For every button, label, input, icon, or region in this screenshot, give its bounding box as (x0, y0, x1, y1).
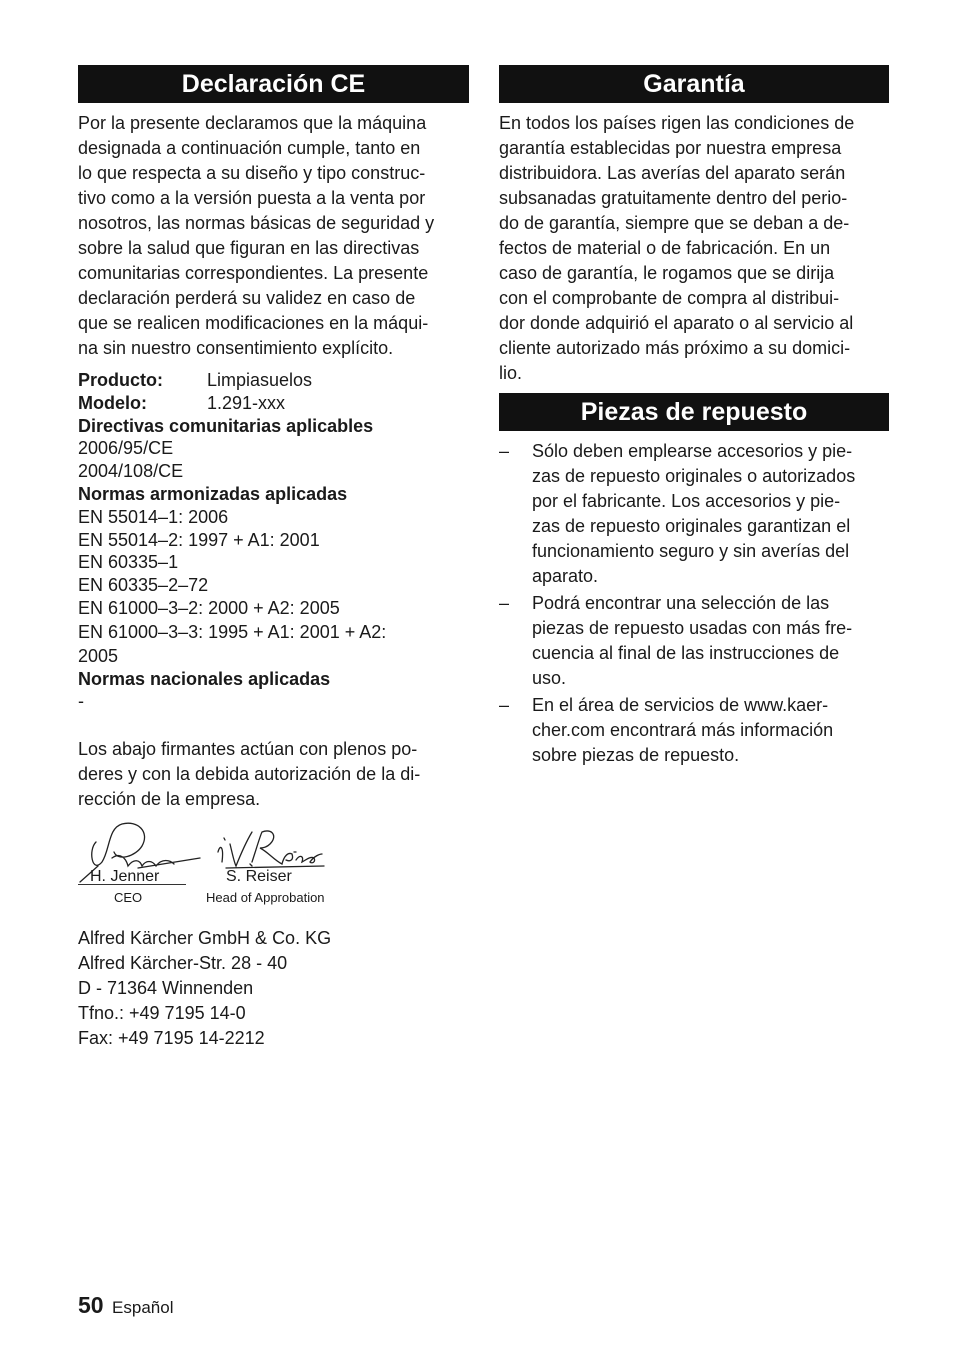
list-item-line: funcionamiento seguro y sin averías del (532, 541, 850, 561)
spares-list (499, 439, 889, 768)
address-line: D - 71364 Winnenden (78, 978, 254, 999)
warranty-line: fectos de material o de fabricación. En un (499, 238, 831, 258)
ce-intro-line: sobre la salud que figuran en las directivas (78, 238, 420, 258)
ce-spec-block (78, 369, 469, 713)
list-item-line: zas de repuesto originales garantizan el (532, 516, 851, 536)
directive-item: 2006/95/CE (78, 438, 174, 459)
signer2-name: S. Reiser (226, 868, 292, 886)
warranty-line: garantía establecidas por nuestra empresa (499, 138, 842, 158)
ce-intro-line: tivo como a la versión puesta a la venta por (78, 188, 426, 208)
ce-intro-line: nosotros, las normas básicas de seguridad y (78, 213, 435, 233)
list-item (499, 591, 889, 691)
warranty-line: cliente autorizado más próximo a su domici- (499, 338, 851, 358)
list-item-line: piezas de repuesto usadas con más fre- (532, 618, 853, 638)
ce-intro-text (78, 111, 469, 361)
model-value: 1.291-xxx (207, 392, 286, 413)
ce-intro-line: lo que respecta a su diseño y tipo construc- (78, 163, 426, 183)
signer2-title: Head of Approbation (206, 890, 325, 906)
signers-line: rección de la empresa. (78, 789, 261, 810)
harmonized-item: EN 60335–2–72 (78, 575, 209, 596)
harmonized-item-cont: 2005 (78, 645, 119, 666)
page-number: 50 (78, 1292, 104, 1318)
directives-title: Directivas comunitarias aplicables (78, 415, 374, 436)
list-item-line: En el área de servicios de www.kaer- (532, 695, 829, 715)
page-footer (78, 1292, 173, 1319)
dash-bullet: – (499, 695, 510, 715)
ce-declaration-heading: Declaración CE (78, 65, 469, 103)
signer1-title: CEO (114, 890, 143, 906)
list-item-line: sobre piezas de repuesto. (532, 745, 740, 765)
spares-heading: Piezas de repuesto (499, 393, 889, 431)
list-item-line: cuencia al final de las instrucciones de (532, 643, 840, 663)
dash-bullet: – (499, 593, 510, 613)
signers-line: Los abajo firmantes actúan con plenos po- (78, 739, 418, 760)
address-line: Alfred Kärcher-Str. 28 - 40 (78, 953, 288, 974)
harmonized-item: EN 61000–3–2: 2000 + A2: 2005 (78, 597, 340, 618)
harmonized-item: EN 55014–1: 2006 (78, 506, 229, 527)
signature-block (78, 822, 469, 926)
ce-intro-line: designada a continuación cumple, tanto en (78, 138, 421, 158)
address-line: Fax: +49 7195 14-2212 (78, 1028, 265, 1049)
right-column (499, 65, 889, 770)
list-item-line: Podrá encontrar una selección de las (532, 593, 830, 613)
signer1-name: H. Jenner (90, 868, 160, 886)
warranty-line: distribuidora. Las averías del aparato serán (499, 163, 846, 183)
directive-item: 2004/108/CE (78, 461, 184, 482)
ce-intro-line: comunitarias correspondientes. La presente (78, 263, 429, 283)
list-item-line: por el fabricante. Los accesorios y pie- (532, 491, 841, 511)
warranty-line: dor donde adquirió el aparato o al servicio al (499, 313, 854, 333)
list-item-line: zas de repuesto originales o autorizados (532, 466, 856, 486)
harmonized-item: EN 61000–3–3: 1995 + A1: 2001 + A2: (78, 621, 387, 642)
ce-intro-line: declaración perderá su validez en caso de (78, 288, 416, 308)
list-item-line: cher.com encontrará más información (532, 720, 834, 740)
signers-line: deres y con la debida autorización de la di- (78, 764, 421, 785)
warranty-text (499, 111, 889, 386)
list-item-line: Sólo deben emplearse accesorios y pie- (532, 441, 853, 461)
footer-language: Español (112, 1298, 174, 1317)
product-row (78, 369, 469, 392)
warranty-line: caso de garantía, le rogamos que se dirija (499, 263, 835, 283)
list-item (499, 693, 889, 768)
warranty-line: En todos los países rigen las condiciones de (499, 113, 855, 133)
national-title: Normas nacionales aplicadas (78, 668, 331, 689)
product-value: Limpiasuelos (207, 370, 313, 390)
list-item-line: aparato. (532, 566, 599, 586)
national-value: - (78, 691, 84, 712)
product-label: Producto: (78, 370, 163, 390)
ce-intro-line: na sin nuestro consentimiento explícito. (78, 338, 394, 358)
harmonized-item: EN 60335–1 (78, 552, 179, 573)
model-row (78, 392, 469, 415)
company-address (78, 926, 469, 1051)
signers-text (78, 737, 469, 812)
warranty-line: do de garantía, siempre que se deban a de- (499, 213, 850, 233)
ce-intro-line: que se realicen modificaciones en la máqui- (78, 313, 429, 333)
list-item-line: uso. (532, 668, 567, 688)
harmonized-title: Normas armonizadas aplicadas (78, 483, 348, 504)
list-item (499, 439, 889, 589)
model-label: Modelo: (78, 392, 147, 413)
address-line: Tfno.: +49 7195 14-0 (78, 1003, 246, 1024)
harmonized-item: EN 55014–2: 1997 + A1: 2001 (78, 529, 320, 550)
warranty-line: con el comprobante de compra al distribui- (499, 288, 840, 308)
warranty-line: subsanadas gratuitamente dentro del perio- (499, 188, 848, 208)
ce-intro-line: Por la presente declaramos que la máquina (78, 113, 427, 133)
address-line: Alfred Kärcher GmbH & Co. KG (78, 928, 332, 949)
warranty-line: lio. (499, 363, 523, 383)
ce-declaration-section (78, 65, 469, 1051)
warranty-heading: Garantía (499, 65, 889, 103)
dash-bullet: – (499, 441, 510, 461)
